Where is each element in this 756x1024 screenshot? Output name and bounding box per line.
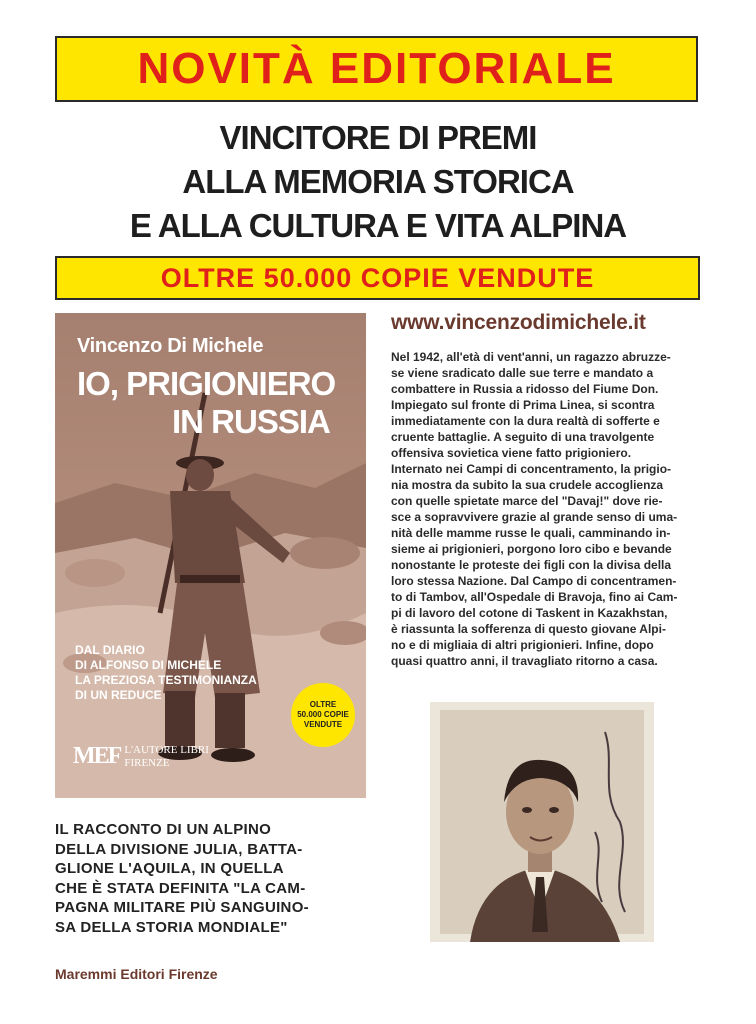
novelty-banner-text: NOVITÀ EDITORIALE <box>137 44 616 93</box>
cover-subtitle-line: DAL DIARIO <box>75 643 145 657</box>
cover-subtitle-line: LA PREZIOSA TESTIMONIANZA <box>75 673 257 687</box>
description-line: to di Tambov, all'Ospedale di Bravoja, fino ai Cam- <box>391 590 678 604</box>
caption-line: DELLA DIVISIONE JULIA, BATTA- <box>55 840 303 858</box>
copies-sold-text: OLTRE 50.000 COPIE VENDUTE <box>160 262 595 293</box>
description-line: Nel 1942, all'età di vent'anni, un ragazzo abruzze- <box>391 350 671 364</box>
cover-title <box>77 365 335 441</box>
cover-publisher-logo <box>73 743 209 770</box>
description-line: nità delle mamme russe le quali, camminando in- <box>391 526 671 540</box>
description-line: loro stessa Nazione. Dal Campo di concentramen- <box>391 574 677 588</box>
caption-line: PAGNA MILITARE PIÙ SANGUINO- <box>55 899 309 916</box>
portrait-photo <box>430 702 654 942</box>
description-line: se viene sradicato dalle sue terre e mandato a <box>391 366 654 380</box>
description-line: offensiva sovietica viene fatto prigioniero. <box>391 446 632 460</box>
cover-title-line: IN RUSSIA <box>172 403 330 440</box>
publisher-city-line: FIRENZE <box>124 756 170 769</box>
publisher-name-line: L'AUTORE LIBRI <box>124 743 209 756</box>
description-line: sce a sopravvivere grazie al grande senso di uma- <box>391 510 678 524</box>
headline-line: VINCITORE DI PREMI <box>219 119 537 156</box>
caption-line: SA DELLA STORIA MONDIALE" <box>55 918 288 936</box>
description-line: Internato nei Campi di concentramento, la prigio- <box>391 462 672 476</box>
description-line: nia mostra da subito la sua crudele accoglienza <box>391 478 664 492</box>
caption-line: CHE È STATA DEFINITA "LA CAM- <box>55 879 306 897</box>
caption-line: GLIONE L'AQUILA, IN QUELLA <box>55 860 284 877</box>
cover-subtitle-line: DI ALFONSO DI MICHELE <box>75 658 222 672</box>
publisher-mark: MEF <box>73 743 121 769</box>
description-line: pi di lavoro del cotone di Taskent in Kazakhstan, <box>391 606 668 620</box>
description-line: nonostante le proteste dei figli con la divisa della <box>391 558 672 572</box>
headline-line: ALLA MEMORIA STORICA <box>182 163 574 200</box>
cover-subtitle-line: DI UN REDUCE <box>75 688 162 702</box>
portrait-illustration <box>430 702 654 942</box>
awards-headline <box>0 116 756 248</box>
book-description <box>391 349 703 669</box>
copies-sold-banner <box>55 256 700 300</box>
cover-subtitle <box>75 643 257 703</box>
badge-line: OLTRE <box>309 700 337 709</box>
book-cover <box>55 313 366 798</box>
book-caption <box>55 820 367 937</box>
headline-line: E ALLA CULTURA E VITA ALPINA <box>129 207 627 244</box>
description-line: sieme ai prigionieri, porgono loro cibo e bevande <box>391 542 672 556</box>
description-line: no e di migliaia di altri prigionieri. Infine, dopo <box>391 638 654 652</box>
publisher-footer: Maremmi Editori Firenze <box>55 966 218 982</box>
description-line: con quelle spietate marce del "Davaj!" dove rie- <box>391 494 663 508</box>
description-line: Impiegato sul fronte di Prima Linea, si scontra <box>391 398 655 412</box>
description-line: quasi quattro anni, il travagliato ritorno a casa. <box>391 654 658 668</box>
badge-line: VENDUTE <box>303 720 343 729</box>
caption-line: IL RACCONTO DI UN ALPINO <box>55 821 272 838</box>
description-line: cruente battaglie. A seguito di una travolgente <box>391 430 655 444</box>
cover-title-line: IO, PRIGIONIERO <box>77 365 336 402</box>
description-line: immediatamente con la dura realtà di sofferte e <box>391 414 660 428</box>
website-link[interactable]: www.vincenzodimichele.it <box>391 311 646 334</box>
cover-author: Vincenzo Di Michele <box>77 335 264 357</box>
novelty-banner <box>55 36 698 102</box>
badge-line: 50.000 COPIE <box>297 710 349 719</box>
description-line: è riassunta la sofferenza di questo giovane Alpi- <box>391 622 666 636</box>
description-line: combattere in Russia a ridosso del Fiume Don. <box>391 382 659 396</box>
copies-sold-badge <box>291 683 355 747</box>
